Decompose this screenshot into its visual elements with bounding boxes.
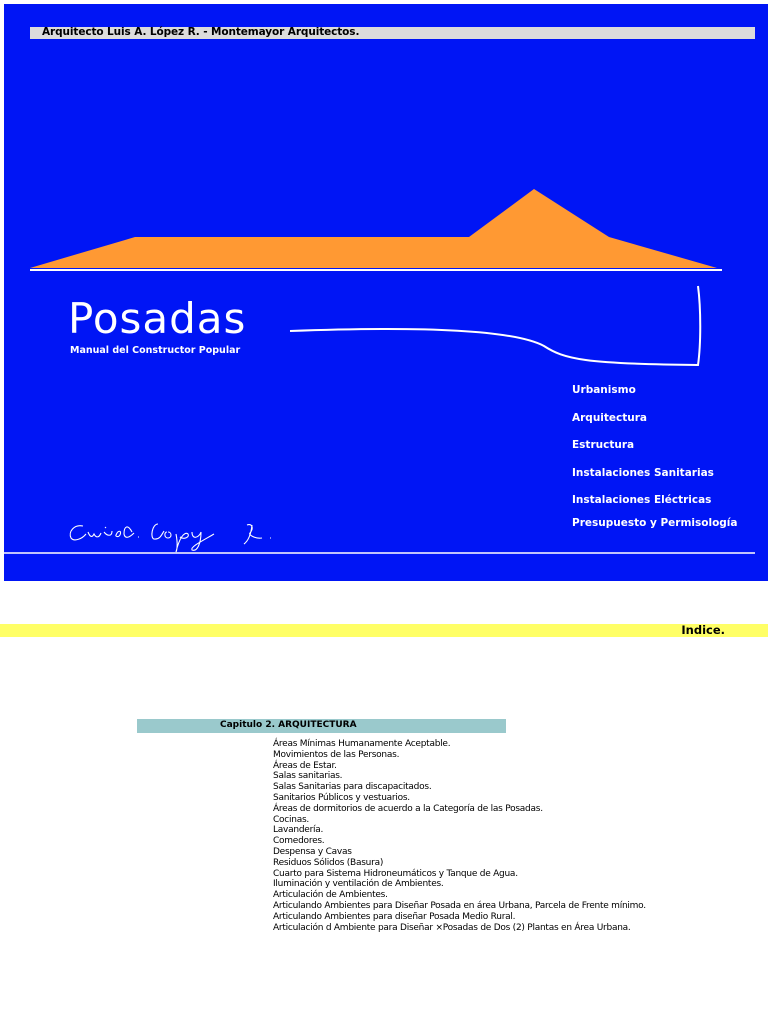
decorative-curve	[290, 286, 700, 365]
toc-item[interactable]: Áreas de Estar.	[273, 760, 337, 771]
chapter-title: Capitulo 2. ARQUITECTURA	[220, 720, 357, 730]
menu-item-estructura[interactable]: Estructura	[572, 439, 635, 451]
toc-item[interactable]: Salas sanitarias.	[273, 771, 343, 782]
toc-item[interactable]: Cocinas.	[273, 814, 310, 825]
cover-panel	[4, 4, 768, 581]
menu-item-instalaciones-sanitarias[interactable]: Instalaciones Sanitarias	[572, 467, 714, 479]
index-bar	[0, 624, 768, 637]
toc-item[interactable]: Lavandería.	[273, 825, 324, 836]
chapter-toc	[273, 739, 646, 933]
toc-item[interactable]: Articulando Ambientes para Diseñar Posada en área Urbana, Parcela de Frente mínimo.	[273, 900, 646, 911]
toc-item[interactable]: Sanitarios Públicos y vestuarios.	[273, 792, 410, 803]
menu-item-arquitectura[interactable]: Arquitectura	[572, 412, 648, 424]
toc-item[interactable]: Comedores.	[273, 836, 325, 847]
toc-item[interactable]: Áreas Mínimas Humanamente Aceptable.	[273, 739, 451, 749]
toc-item[interactable]: Movimientos de las Personas.	[273, 749, 400, 760]
toc-item[interactable]: Articulando Ambientes para diseñar Posada Medio Rural.	[273, 911, 516, 922]
toc-item[interactable]: Áreas de dormitorios de acuerdo a la Categoría de las Posadas.	[273, 803, 543, 814]
menu-item-instalaciones-electricas[interactable]: Instalaciones Eléctricas	[572, 494, 712, 506]
toc-item[interactable]: Salas Sanitarias para discapacitados.	[273, 782, 432, 793]
toc-item[interactable]: Articulación de Ambientes.	[273, 890, 388, 901]
menu-item-presupuesto[interactable]: Presupuesto y Permisología	[572, 517, 738, 529]
cover-subtitle: Manual del Constructor Popular	[70, 345, 241, 356]
toc-item[interactable]: Cuarto para Sistema Hidroneumáticos y Tanque de Agua.	[273, 868, 518, 879]
author-credit: Arquitecto Luis A. López R. - Montemayor Arquitectos.	[42, 26, 360, 38]
index-label[interactable]: Indice.	[681, 623, 725, 637]
toc-item[interactable]: Iluminación y ventilación de Ambientes.	[273, 879, 444, 890]
menu-item-urbanismo[interactable]: Urbanismo	[572, 384, 636, 396]
toc-item[interactable]: Despensa y Cavas	[273, 846, 352, 857]
signature	[70, 524, 271, 552]
toc-item[interactable]: Articulación d Ambiente para Diseñar ×Posadas de Dos (2) Plantas en Área Urbana.	[273, 922, 631, 933]
roof-shape	[30, 189, 717, 268]
cover-title: Posadas	[68, 294, 247, 343]
toc-item[interactable]: Residuos Sólidos (Basura)	[273, 857, 384, 868]
chapter-header	[137, 719, 506, 733]
